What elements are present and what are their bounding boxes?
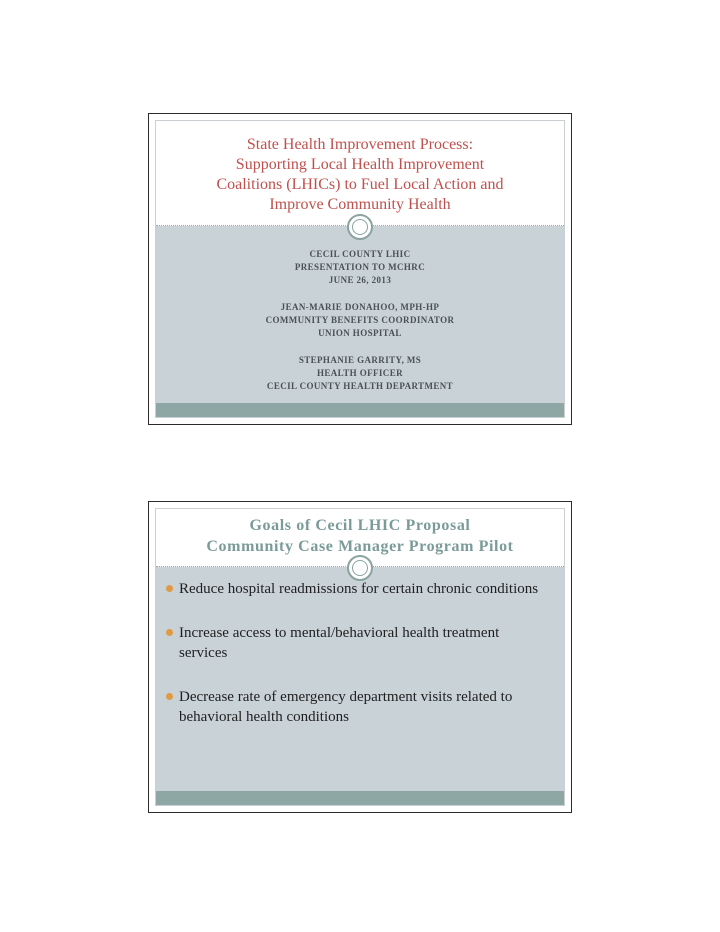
- info-line: UNION HOSPITAL: [318, 328, 402, 338]
- slide-1-title: [156, 121, 564, 215]
- bullet-dot-icon: [166, 693, 173, 700]
- info-line: STEPHANIE GARRITY, MS: [298, 355, 422, 365]
- goals-list: [156, 567, 564, 727]
- bullet-text: Increase access to mental/behavioral health treatment services: [179, 625, 500, 661]
- info-line: CECIL COUNTY LHIC: [309, 249, 411, 259]
- slide-1-body: [156, 226, 564, 417]
- info-line: JEAN-MARIE DONAHOO, MPH-HP: [280, 302, 440, 312]
- title-line: Goals of Cecil LHIC Proposal: [249, 517, 471, 534]
- presenter-2-info: [156, 354, 564, 393]
- title-line: Improve Community Health: [269, 196, 451, 213]
- slide-1: [148, 113, 572, 425]
- circle-ornament-icon: [347, 555, 373, 581]
- bullet-dot-icon: [166, 585, 173, 592]
- footer-band: [156, 791, 564, 805]
- list-item: [166, 623, 550, 663]
- slide-2-body: [156, 567, 564, 805]
- title-line: Coalitions (LHICs) to Fuel Local Action and: [216, 176, 504, 193]
- title-line: State Health Improvement Process:: [246, 136, 474, 153]
- presenter-1-info: [156, 301, 564, 340]
- info-line: COMMUNITY BENEFITS COORDINATOR: [265, 315, 455, 325]
- list-item: [166, 579, 550, 599]
- info-line: CECIL COUNTY HEALTH DEPARTMENT: [266, 381, 454, 391]
- circle-ornament-icon: [347, 214, 373, 240]
- bullet-text: Decrease rate of emergency department visits related to behavioral health conditions: [179, 689, 513, 725]
- slide-2-title: [156, 509, 564, 557]
- bullet-dot-icon: [166, 629, 173, 636]
- list-item: [166, 687, 550, 727]
- slide-1-inner: [155, 120, 565, 418]
- info-line: JUNE 26, 2013: [328, 275, 392, 285]
- info-line: HEALTH OFFICER: [316, 368, 404, 378]
- info-line: PRESENTATION TO MCHRC: [294, 262, 426, 272]
- title-line: Community Case Manager Program Pilot: [206, 538, 514, 555]
- bullet-text: Reduce hospital readmissions for certain chronic conditions: [179, 581, 539, 597]
- title-line: Supporting Local Health Improvement: [235, 156, 485, 173]
- footer-band: [156, 403, 564, 417]
- presentation-info: [156, 248, 564, 287]
- slide-2-inner: [155, 508, 565, 806]
- slide-2: [148, 501, 572, 813]
